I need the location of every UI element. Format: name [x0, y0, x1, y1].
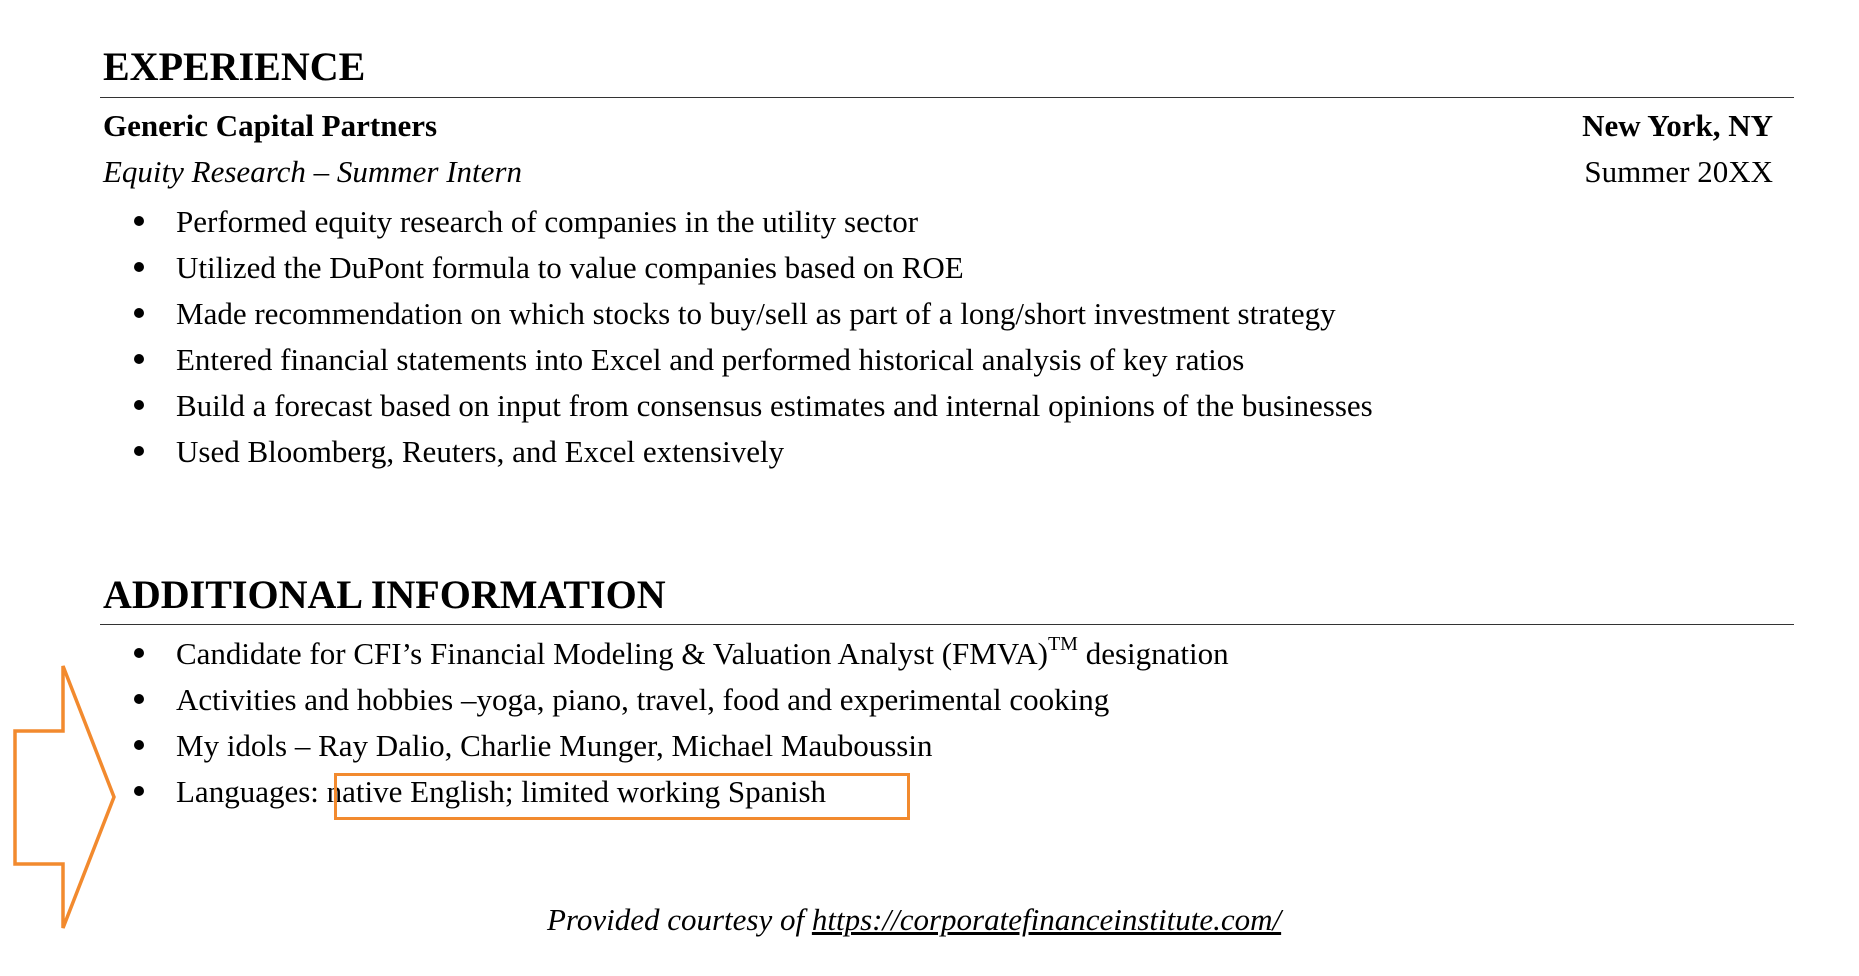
bullet-text-main: Candidate for CFI’s Financial Modeling & Valuation Analyst (FMVA) — [176, 636, 1048, 671]
footer-prefix: Provided courtesy of — [547, 902, 812, 937]
bullet-text: My idols – Ray Dalio, Charlie Munger, Michael Mauboussin — [176, 728, 933, 763]
bullet-icon — [134, 262, 144, 272]
footer-link[interactable]: https://corporatefinanceinstitute.com/ — [811, 902, 1282, 937]
section-title-additional-information: ADDITIONAL INFORMATION — [103, 572, 666, 617]
bullet-icon — [134, 354, 144, 364]
languages-label: Languages: — [176, 774, 327, 809]
highlight-box — [334, 773, 910, 820]
bullet-icon — [134, 446, 144, 456]
bullet-icon — [134, 694, 144, 704]
bullet-text: Made recommendation on which stocks to buy/sell as part of a long/short investment strategy — [176, 296, 1336, 331]
bullet-icon — [134, 648, 144, 658]
job-date: Summer 20XX — [1584, 154, 1773, 189]
bullet-text: Entered financial statements into Excel and performed historical analysis of key ratios — [176, 342, 1245, 377]
bullet-icon — [134, 216, 144, 226]
right-arrow-outline-icon — [10, 660, 120, 935]
trademark-superscript: TM — [1047, 633, 1078, 655]
bullet-text-tail: designation — [1077, 636, 1229, 671]
bullet-icon — [134, 740, 144, 750]
bullet-text — [176, 633, 1229, 671]
company-name: Generic Capital Partners — [103, 108, 438, 143]
bullet-icon — [134, 308, 144, 318]
bullet-icon — [134, 786, 144, 796]
section-divider-experience — [100, 97, 1794, 98]
bullet-text: Activities and hobbies –yoga, piano, travel, food and experimental cooking — [176, 682, 1110, 717]
bullet-text: Utilized the DuPont formula to value companies based on ROE — [176, 250, 964, 285]
bullet-text: Performed equity research of companies in the utility sector — [176, 204, 919, 239]
bullet-text: Used Bloomberg, Reuters, and Excel extensively — [176, 434, 785, 469]
languages-value: native English; limited working Spanish — [326, 774, 827, 809]
job-location: New York, NY — [1582, 108, 1773, 143]
bullet-text: Build a forecast based on input from consensus estimates and internal opinions of the businesses — [176, 388, 1373, 423]
bullet-icon — [134, 400, 144, 410]
footer-credit — [547, 904, 1281, 935]
job-role: Equity Research – Summer Intern — [103, 154, 522, 189]
section-divider-additional-information — [100, 624, 1794, 625]
section-title-experience: EXPERIENCE — [103, 44, 366, 89]
